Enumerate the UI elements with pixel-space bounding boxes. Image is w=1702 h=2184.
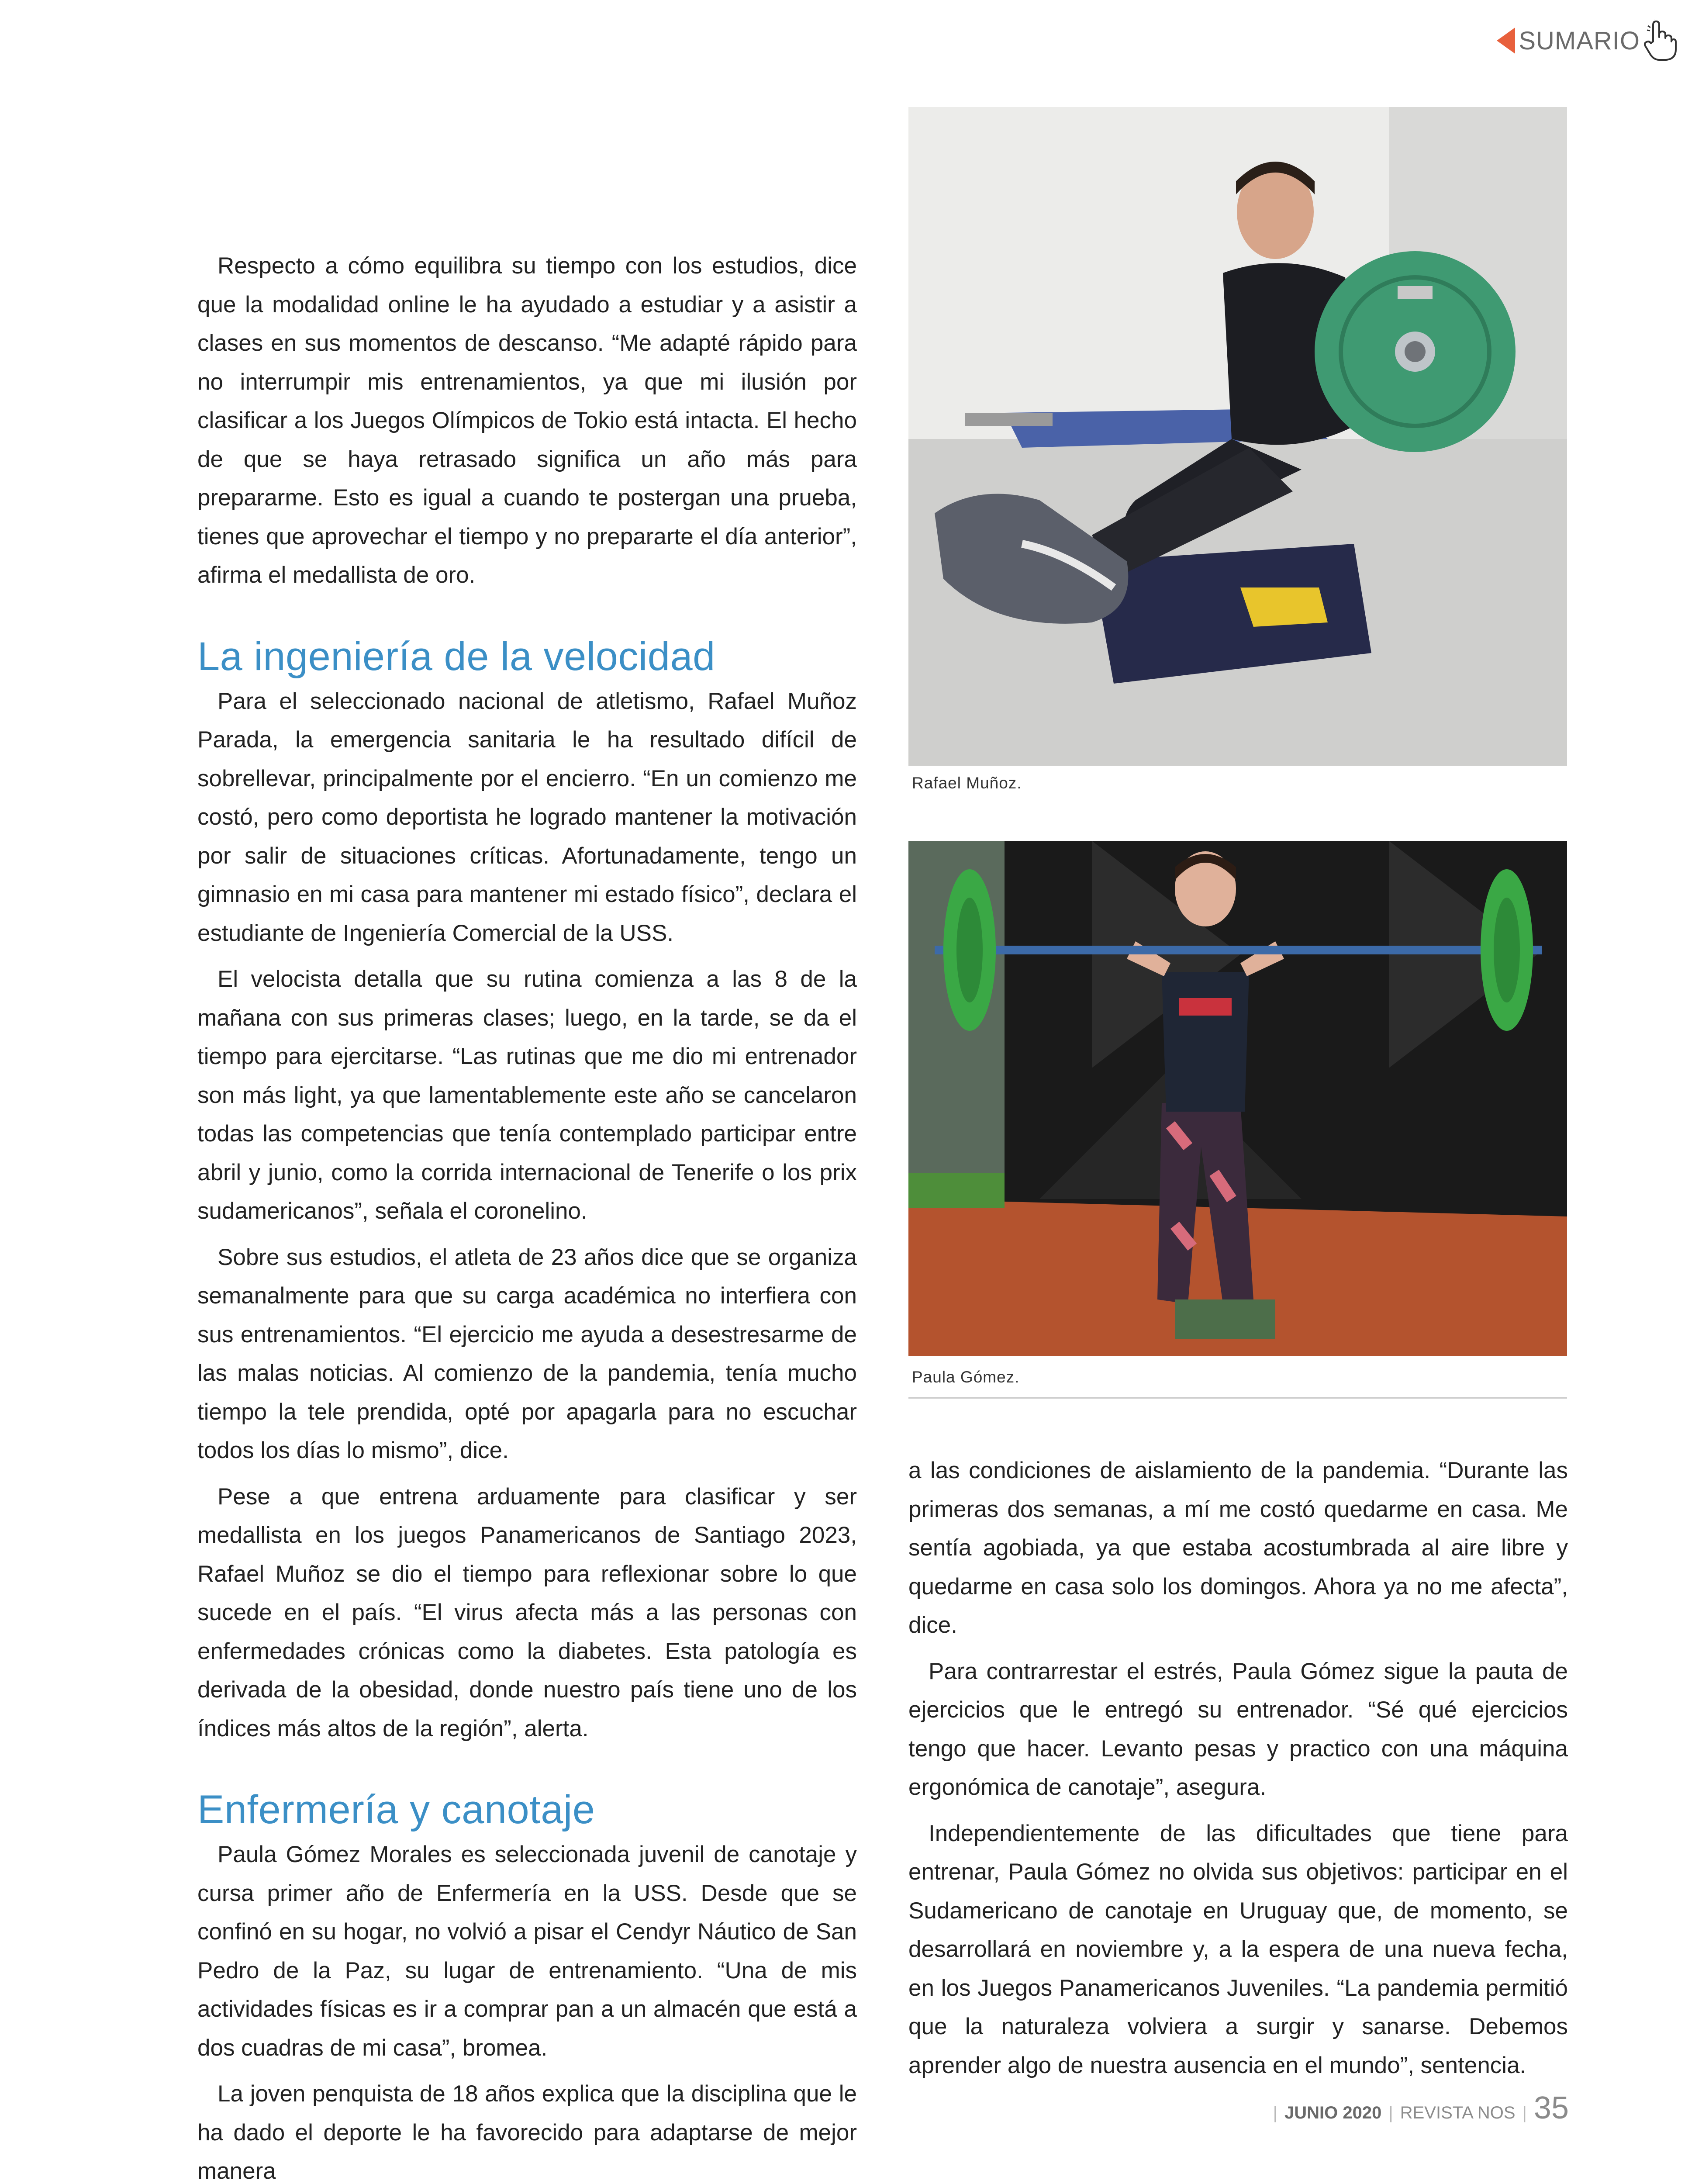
body-paragraph: Para contrarrestar el estrés, Paula Gómez sigue la pauta de ejercicios que le entregó su entrenador. “Sé qué ejercicios tengo que hacer. Levanto pesas y practico con una máquina ergonómica de canotaje”, asegura. bbox=[908, 1658, 1568, 1800]
footer-month: JUNIO 2020 bbox=[1284, 2103, 1382, 2122]
body-paragraph: Sobre sus estudios, el atleta de 23 años dice que se organiza semanalmente para que su carga académica no interfiera con sus entrenamientos. “El ejercicio me ayuda a desestresarme de las malas noticias. Al comienzo de la pandemia, tenía mucho tiempo la tele prendida, opté por apagarla para no escuchar todos los días lo mismo”, dice. bbox=[197, 1244, 857, 1463]
footer-magazine: REVISTA NOS bbox=[1400, 2103, 1516, 2122]
footer-separator: | bbox=[1522, 2103, 1527, 2122]
section-heading-canotaje: Enfermería y canotaje bbox=[197, 1787, 595, 1832]
body-paragraph: Respecto a cómo equilibra su tiempo con los estudios, dice que la modalidad online le ha ayudado a estudiar y a asistir a clases en sus momentos de descanso. “Me adapté rápido para no interrumpir mis entrenamientos, ya que mi ilusión por clasificar a los Juegos Olímpicos de Tokio está intacta. El hecho de que se haya retrasado significa un año más para prepararme. Esto es igual a cuando te postergan una prueba, tienes que aprovechar el tiempo y no prepararte el día anterior”, afirma el medallista de oro. bbox=[197, 253, 857, 588]
sumario-link[interactable] bbox=[1497, 17, 1677, 65]
body-paragraph: El velocista detalla que su rutina comienza a las 8 de la mañana con sus primeras clases; luego, en la tarde, se da el tiempo para ejercitarse. “Las rutinas que me dio mi entrenador son más light, ya que lamentablemente este año se cancelaron todas las competencias que tenía contemplado participar entre abril y junio, como la corrida internacional de Tenerife o los prix sudamericanos”, señala el coronelino. bbox=[197, 966, 857, 1224]
photo-caption-rafael: Rafael Muñoz. bbox=[912, 774, 1022, 792]
body-paragraph: Paula Gómez Morales es seleccionada juvenil de canotaje y cursa primer año de Enfermería en la USS. Desde que se confinó en su hogar, no volvió a pisar el Cendyr Náutico de San Pedro de la Paz, su lugar de entrenamiento. “Una de mis actividades físicas es ir a comprar pan a un almacén que está a dos cuadras de mi casa”, bromea. bbox=[197, 1842, 857, 2061]
page-number: 35 bbox=[1533, 2091, 1569, 2125]
body-paragraph: Independientemente de las dificultades que tiene para entrenar, Paula Gómez no olvida sus objetivos: participar en el Sudamericano de canotaje en Uruguay que, de momento, se desarrollará en noviembre y, a la espera de una nueva fecha, en los Juegos Panamericanos Juveniles. “La pandemia permitió que la naturaleza volviera a surgir y sanarse. Debemos aprender algo de nuestra ausencia en el mundo”, sentencia. bbox=[908, 1820, 1568, 2078]
body-paragraph: Para el seleccionado nacional de atletismo, Rafael Muñoz Parada, la emergencia sanitaria le ha resultado difícil de sobrellevar, principalmente por el encierro. “En un comienzo me costó, pero como deportista he logrado mantener la motivación por salir de situaciones críticas. Afortunadamente, tengo un gimnasio en mi casa para mantener mi estado físico”, declara el estudiante de Ingeniería Comercial de la USS. bbox=[197, 688, 857, 946]
footer-separator: | bbox=[1388, 2103, 1393, 2122]
sumario-label: SUMARIO bbox=[1519, 26, 1640, 55]
body-paragraph: Pese a que entrena arduamente para clasificar y ser medallista en los juegos Panamericanos de Santiago 2023, Rafael Muñoz se dio el tiempo para reflexionar sobre lo que sucede en el país. “El virus afecta más a las personas con enfermedades crónicas como la diabetes. Esta patología es derivada de la obesidad, donde nuestro país tiene uno de los índices más altos de la región”, alerta. bbox=[197, 1483, 857, 1742]
footer-separator: | bbox=[1273, 2103, 1277, 2122]
pointer-hand-icon bbox=[1643, 20, 1677, 62]
page-footer bbox=[1273, 2090, 1569, 2129]
photo-rafael-munoz bbox=[908, 107, 1567, 766]
body-paragraph: a las condiciones de aislamiento de la pandemia. “Durante las primeras dos semanas, a mí me costó quedarme en casa. Me sentía agobiada, ya que estaba acostumbrada al aire libre y quedarme en casa solo los domingos. Ahora ya no me afecta”, dice. bbox=[908, 1458, 1568, 1638]
body-paragraph: La joven penquista de 18 años explica que la disciplina que le ha dado el deporte le ha favorecido para adaptarse de mejor manera bbox=[197, 2081, 857, 2184]
back-triangle-icon bbox=[1497, 28, 1515, 54]
caption-divider bbox=[908, 1397, 1567, 1399]
left-column bbox=[197, 247, 857, 2184]
photo-paula-gomez bbox=[908, 841, 1567, 1356]
photo-caption-paula: Paula Gómez. bbox=[912, 1368, 1020, 1386]
right-column bbox=[908, 1451, 1568, 2092]
section-heading-velocidad: La ingeniería de la velocidad bbox=[197, 634, 715, 679]
